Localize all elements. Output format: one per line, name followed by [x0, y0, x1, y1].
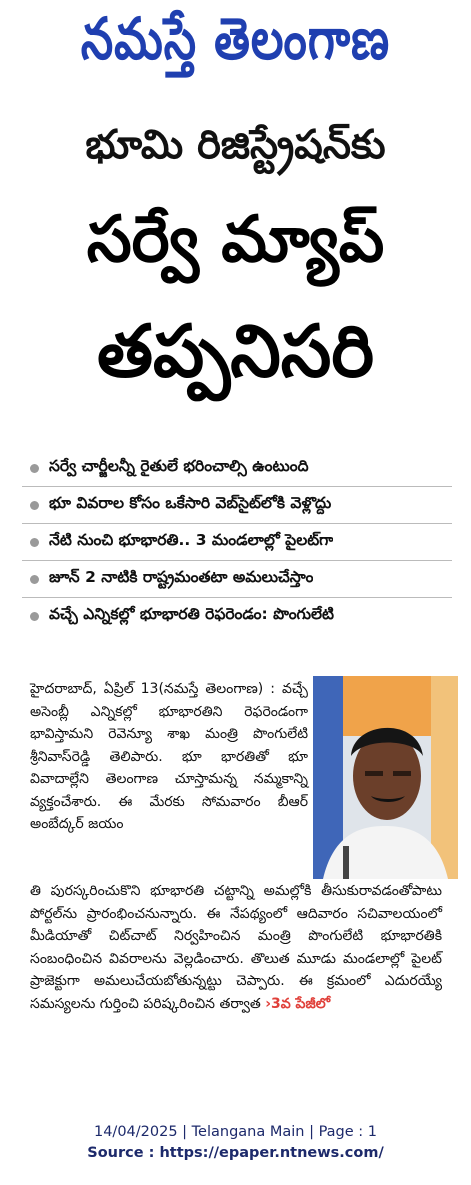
headline-line-1: సర్వే మ్యాప్	[86, 203, 385, 277]
bullet-icon	[30, 575, 39, 584]
highlight-item	[22, 524, 452, 561]
highlight-item	[22, 487, 452, 524]
footer-source: Source : https://epaper.ntnews.com/	[87, 1145, 384, 1161]
highlight-text: నేటి నుంచి భూభారతి.. 3 మండలాల్లో పైలట్‌గా	[49, 531, 334, 549]
highlight-text: భూ వివరాల కోసం ఒకేసారి వెబ్‌సైట్‌లోకి వెళ్లొద్దు	[49, 494, 332, 512]
person-photo-icon	[313, 676, 458, 879]
headline-line-2: తప్పనిసరి	[96, 309, 375, 393]
body-continued-text: తి పురస్కరించుకొని భూభారతి చట్టాన్ని అమల్లోకి తీసుకురావడంతోపాటు పోర్టల్‌ను ప్రారంభించనున్నారు. ఈ నేపథ్యంలో ఆదివారం సచివాలయంలో మీడియాతో చిట్‌చాట్‌ నిర్వహించిన మంత్రి పొంగులేటి భూభారతికి సంబంధించిన వివరాలను వెల్లడించారు. తొలుత మూడు మండలాల్లో పైలట్‌ ప్రాజెక్టుగా అమలుచేయబోతున్నట్టు చెప్పారు. ఈ క్రమంలో ఎదురయ్యే సమస్యలను గుర్తించి పరిష్కరించిన తర్వాత	[30, 883, 442, 1012]
highlight-item	[22, 598, 452, 634]
highlight-item	[22, 450, 452, 487]
article-kicker: భూమి రిజిస్ట్రేషన్‌కు	[85, 122, 386, 168]
article-body-bottom	[30, 880, 442, 1015]
highlights-list	[22, 450, 452, 634]
bullet-icon	[30, 464, 39, 473]
footer-edition-info: 14/04/2025 | Telangana Main | Page : 1	[93, 1124, 378, 1140]
bullet-icon	[30, 538, 39, 547]
bullet-icon	[30, 612, 39, 621]
highlight-text: వచ్చే ఎన్నికల్లో భూభారతి రెఫరెండం: పొంగులేటి	[49, 605, 334, 623]
highlight-text: సర్వే చార్జీలన్నీ రైతులే భరించాల్సి ఉంటుంది	[49, 457, 309, 475]
masthead-title: నమస్తే తెలంగాణ	[80, 4, 391, 73]
highlight-text: జూన్‌ 2 నాటికి రాష్ట్రమంతటా అమలుచేస్తాం	[49, 568, 314, 586]
bullet-icon	[30, 501, 39, 510]
minister-photo	[313, 676, 458, 879]
body-paragraph: హైదరాబాద్‌, ఏప్రిల్‌ 13(నమస్తే తెలంగాణ) : వచ్చే అసెంబ్లీ ఎన్నికల్లో భూభారతిని రెఫరెండంగా భావిస్తామని రెవెన్యూ శాఖ మంత్రి పొంగులేటి శ్రీనివాస్‌రెడ్డి తెలిపారు. భూ భారతితో భూ వివాదాల్లేని తెలంగాణ చూస్తామన్న నమ్మకాన్ని వ్యక్తంచేశారు. ఈ మేరకు సోమవారం బీఆర్‌ అంబేద్కర్‌ జయం	[30, 681, 308, 832]
page-continuation-link[interactable]: ›3వ పేజీలో	[265, 995, 331, 1012]
masthead	[0, 0, 471, 92]
article-body-top	[30, 678, 308, 836]
body-paragraph	[30, 880, 442, 1015]
highlight-item	[22, 561, 452, 598]
